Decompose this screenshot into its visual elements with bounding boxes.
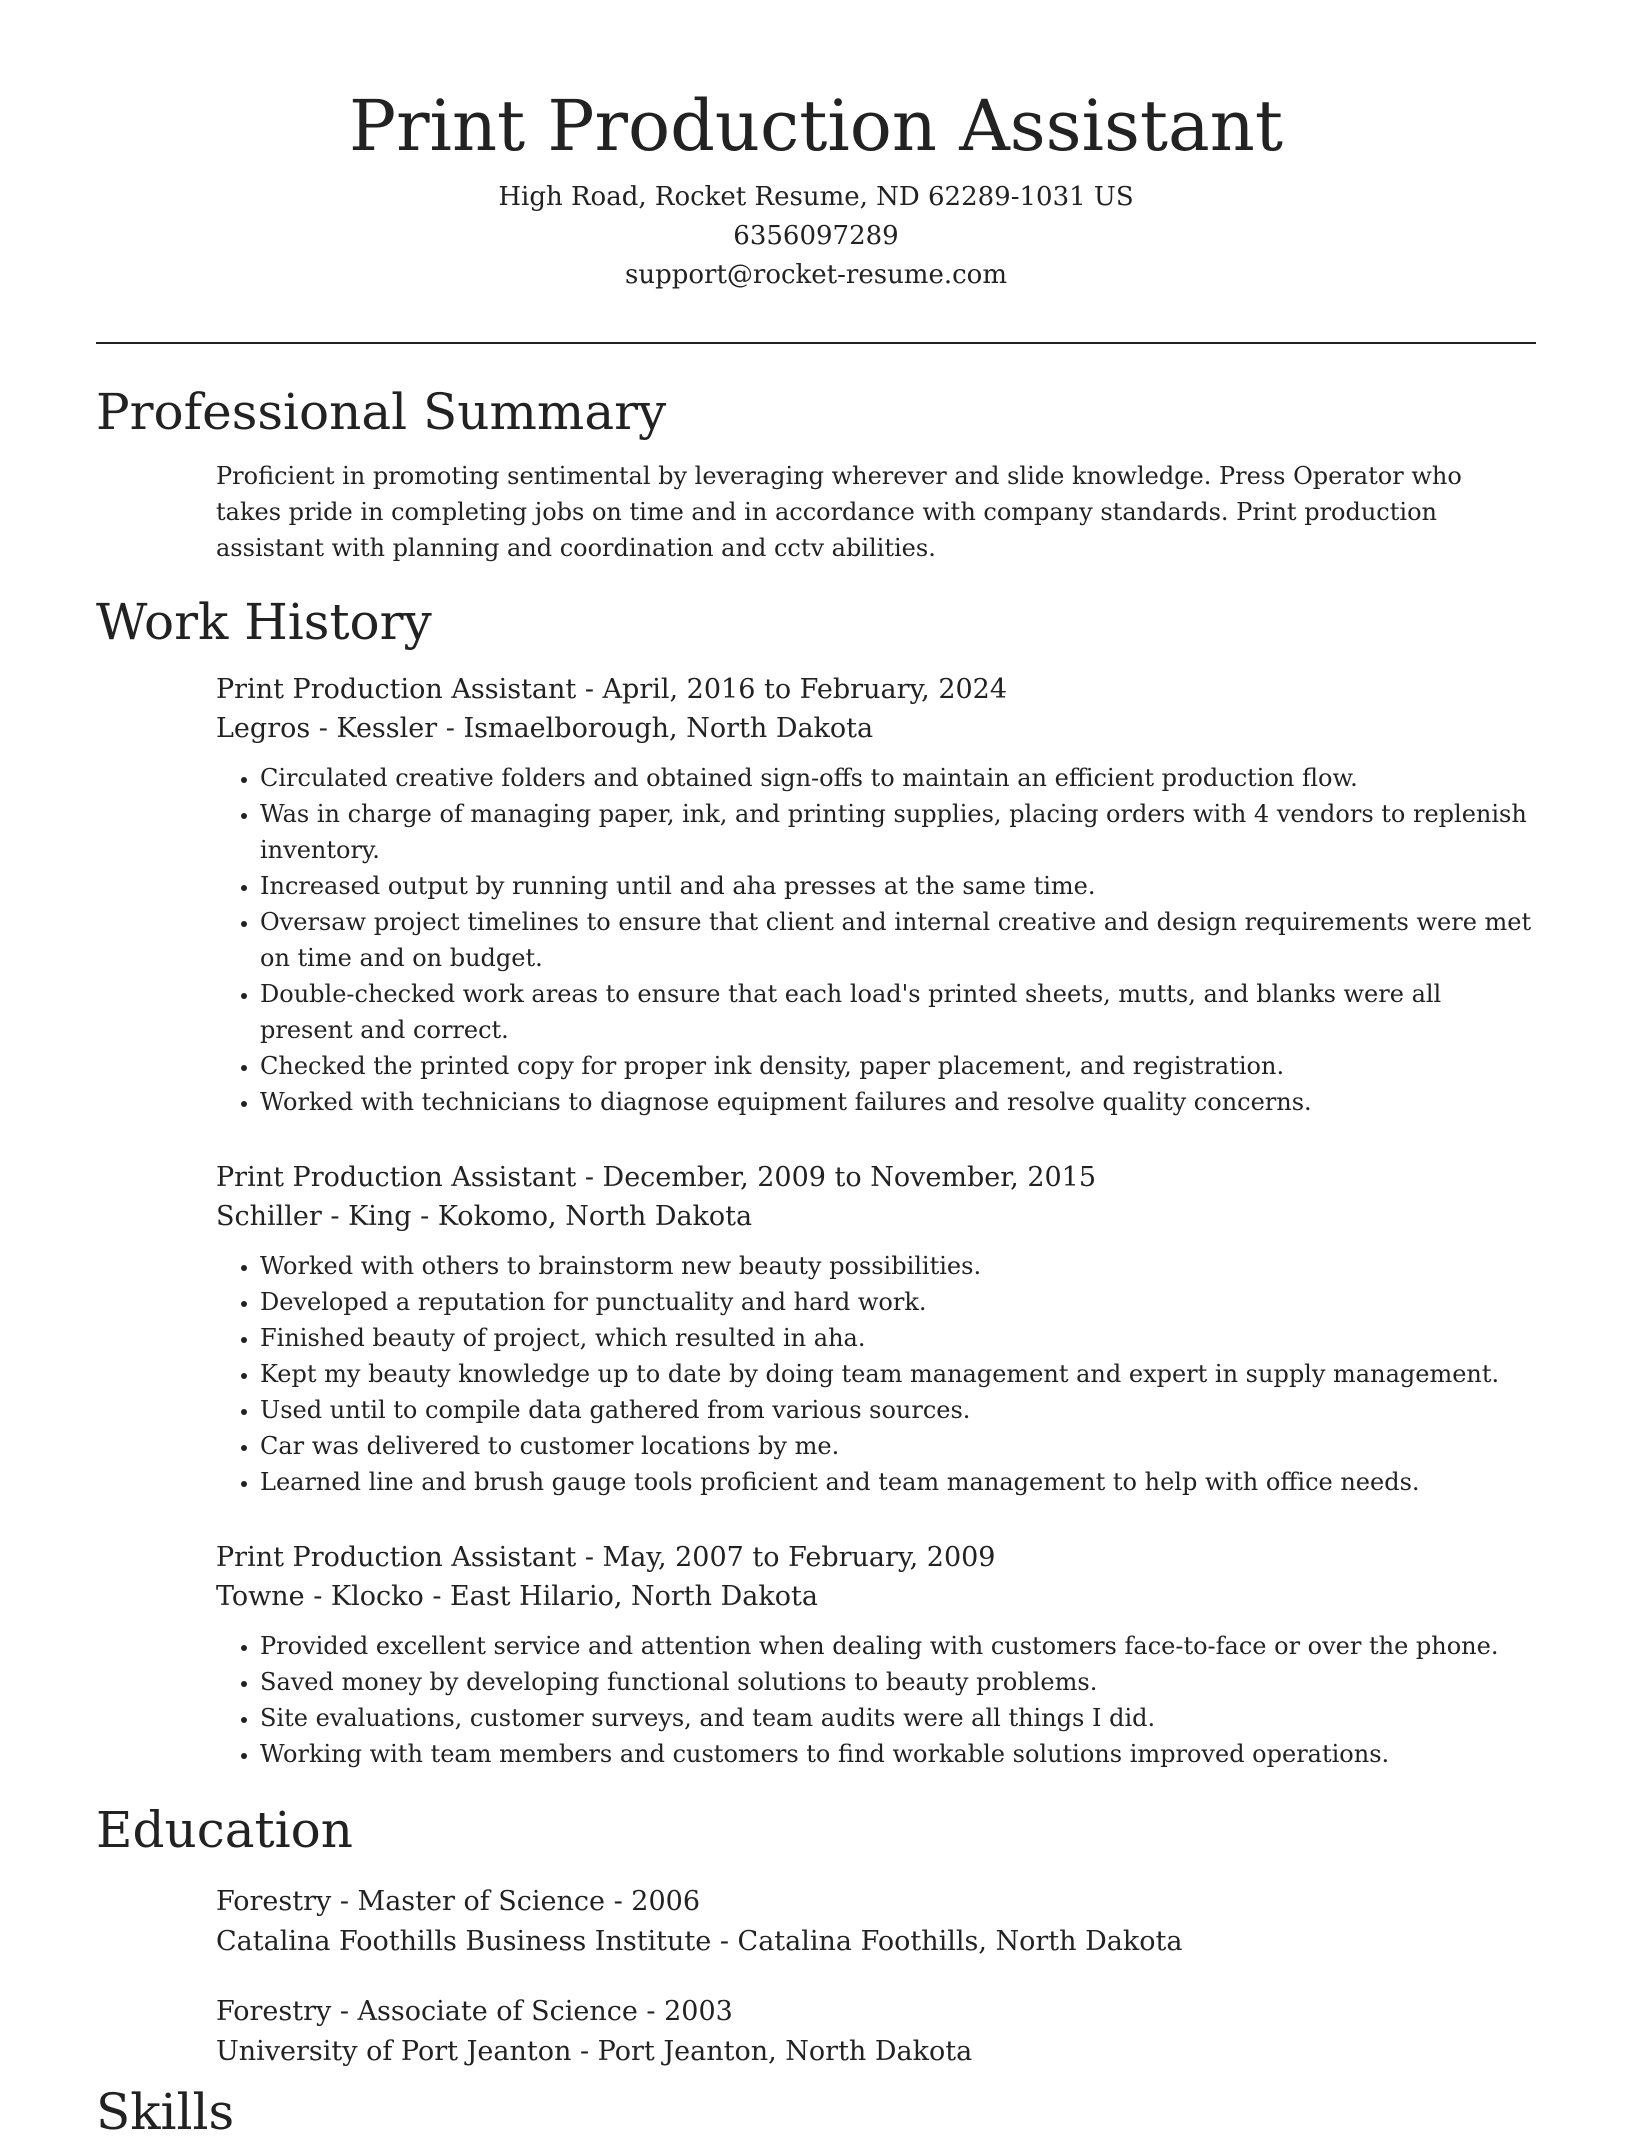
education-heading: Education <box>96 1801 353 1859</box>
job-company: Schiller - King <box>216 1201 412 1232</box>
summary-heading: Professional Summary <box>96 383 667 441</box>
job-company-line <box>216 1577 1532 1616</box>
job-entry <box>216 1158 1532 1500</box>
job-bullet: • Kept my beauty knowledge up to date by doing team management and expert in supply management. <box>260 1356 1532 1392</box>
job-dates: - December, 2009 to November, 2015 <box>576 1162 1097 1193</box>
job-company-line <box>216 1197 1532 1236</box>
job-bullets <box>216 760 1532 1120</box>
education-degree-line <box>216 1882 1532 1922</box>
education-degree: - Associate of Science - 2003 <box>331 1996 733 2027</box>
job-bullet: • Worked with technicians to diagnose equipment failures and resolve quality concerns. <box>260 1084 1532 1120</box>
work-history-heading: Work History <box>96 593 432 651</box>
job-bullet: • Was in charge of managing paper, ink, and printing supplies, placing orders with 4 vendors to replenish inventory. <box>260 796 1532 868</box>
job-bullets <box>216 1628 1532 1772</box>
education-field: Forestry <box>216 1886 332 1917</box>
education-school: University of Port Jeanton <box>216 2036 572 2067</box>
job-bullet: • Increased output by running until and aha presses at the same time. <box>260 868 1532 904</box>
job-company: Legros - Kessler <box>216 713 438 744</box>
job-bullet: • Checked the printed copy for proper ink density, paper placement, and registration. <box>260 1048 1532 1084</box>
job-title: Print Production Assistant <box>216 674 577 705</box>
contact-email[interactable]: support@rocket-resume.com <box>624 260 1007 290</box>
job-entry <box>216 670 1532 1120</box>
job-header <box>216 670 1532 709</box>
job-company: Towne - Klocko <box>216 1581 424 1612</box>
job-bullet: • Car was delivered to customer locations by me. <box>260 1428 1532 1464</box>
education-field: Forestry <box>216 1996 332 2027</box>
resume-header <box>0 84 1632 295</box>
job-company-line <box>216 709 1532 748</box>
summary-block <box>216 458 1532 566</box>
job-header <box>216 1158 1532 1197</box>
job-bullet: • Working with team members and customers to find workable solutions improved operations. <box>260 1736 1532 1772</box>
candidate-name: Print Production Assistant <box>349 85 1283 167</box>
job-bullet: • Site evaluations, customer surveys, and team audits were all things I did. <box>260 1700 1532 1736</box>
summary-text: Proficient in promoting sentimental by leveraging wherever and slide knowledge. Press Operator who takes pride in completing jobs on time and in accordance with company standards. Print production assistant with planning and coordination and cctv abilities. <box>216 462 1462 562</box>
job-title: Print Production Assistant <box>216 1162 577 1193</box>
contact-block <box>0 178 1632 295</box>
education-degree: - Master of Science - 2006 <box>331 1886 701 1917</box>
job-bullet: • Double-checked work areas to ensure that each load's printed sheets, mutts, and blanks were all present and correct. <box>260 976 1532 1048</box>
job-bullet: • Developed a reputation for punctuality and hard work. <box>260 1284 1532 1320</box>
skills-heading: Skills <box>96 2083 235 2141</box>
job-title: Print Production Assistant <box>216 1542 577 1573</box>
education-location: - Port Jeanton, North Dakota <box>571 2036 973 2067</box>
job-bullet: • Oversaw project timelines to ensure that client and internal creative and design requirements were met on time and on budget. <box>260 904 1532 976</box>
job-bullet: • Saved money by developing functional solutions to beauty problems. <box>260 1664 1532 1700</box>
job-dates: - May, 2007 to February, 2009 <box>576 1542 996 1573</box>
job-location: - East Hilario, North Dakota <box>423 1581 818 1612</box>
job-bullet: • Circulated creative folders and obtained sign-offs to maintain an efficient production flow. <box>260 760 1532 796</box>
contact-phone: 6356097289 <box>733 221 899 251</box>
education-school: Catalina Foothills Business Institute <box>216 1926 712 1957</box>
job-header <box>216 1538 1532 1577</box>
contact-address: High Road, Rocket Resume, ND 62289-1031 US <box>498 182 1134 212</box>
job-location: - Kokomo, North Dakota <box>411 1201 753 1232</box>
education-school-line <box>216 1922 1532 1962</box>
job-bullet: • Learned line and brush gauge tools proficient and team management to help with office needs. <box>260 1464 1532 1500</box>
job-bullet: • Provided excellent service and attention when dealing with customers face-to-face or over the phone. <box>260 1628 1532 1664</box>
education-degree-line <box>216 1992 1532 2032</box>
job-bullet: • Finished beauty of project, which resulted in aha. <box>260 1320 1532 1356</box>
job-location: - Ismaelborough, North Dakota <box>437 713 874 744</box>
education-entry <box>216 1882 1532 1962</box>
education-location: - Catalina Foothills, North Dakota <box>711 1926 1183 1957</box>
job-bullet: • Used until to compile data gathered from various sources. <box>260 1392 1532 1428</box>
header-divider <box>96 342 1536 344</box>
education-school-line <box>216 2032 1532 2072</box>
job-bullets <box>216 1248 1532 1500</box>
job-bullet: • Worked with others to brainstorm new beauty possibilities. <box>260 1248 1532 1284</box>
job-entry <box>216 1538 1532 1772</box>
education-entry <box>216 1992 1532 2072</box>
job-dates: - April, 2016 to February, 2024 <box>576 674 1008 705</box>
